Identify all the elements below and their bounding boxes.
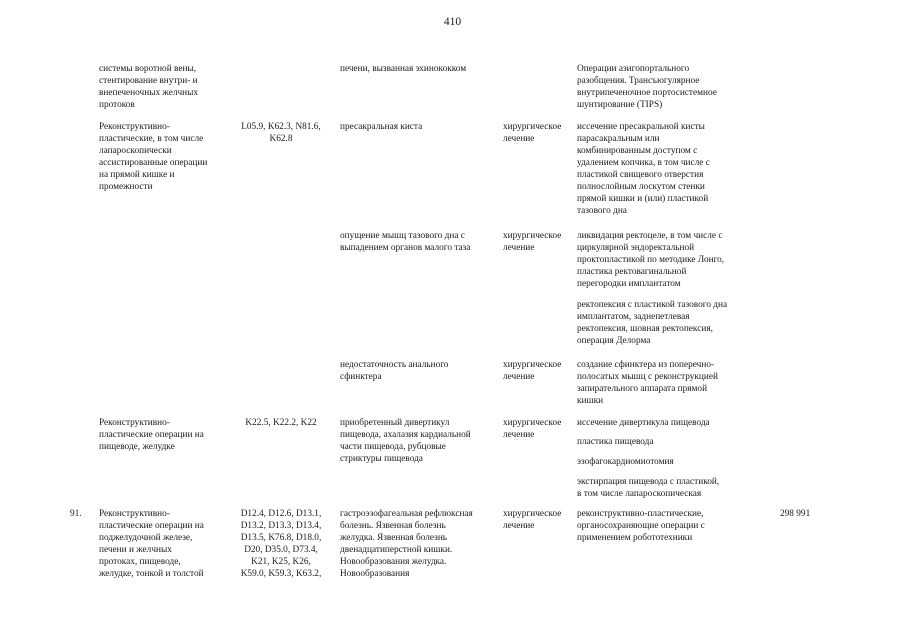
patient-model: опущение мышц тазового дна с выпадением органов малого таза: [340, 231, 471, 253]
intervention-name: системы воротной вены, стентирование внутри- и внепеченочных желчных протоков: [99, 64, 199, 110]
icd-codes: K22.5, K22.2, K22: [245, 418, 317, 428]
patient-model: приобретенный дивертикул пищевода, ахалазия кардиальной части пищевода, рубцовые стриктуры пищевода: [340, 418, 471, 464]
treatment-method: пластика пищевода: [577, 437, 654, 447]
treatment-method: экстирпация пищевода с пластикой, в том числе лапароскопическая: [577, 477, 720, 499]
treatment-method: ликвидация ректоцеле, в том числе с циркулярной эндоректальной проктопластикой по методике Лонго, пластика ректовагинальной перегородки имплантатом: [577, 231, 725, 289]
intervention-name: Реконструктивно- пластические, в том числе лапароскопически ассистированные операции на прямой кишке и промежности: [99, 122, 208, 192]
intervention-name: Реконструктивно- пластические операции на пищеводе, желудке: [99, 418, 204, 452]
patient-model: гастроэзофагеальная рефлюксная болезнь. Язвенная болезнь желудка. Язвенная болезнь двенадцатиперстной кишки. Новообразования желудка. Новообразования: [340, 509, 473, 579]
treatment-method: ректопексия с пластикой тазового дна имплантатом, заднепетлевая ректопексия, шовная ректопексия, операция Делорма: [577, 300, 728, 346]
treatment-method: реконструктивно-пластические, органосохраняющие операции с применением робототехники: [577, 509, 705, 543]
treatment-method: создание сфинктера из поперечно- полосатых мышц с реконструкцией запирательного аппарата прямой кишки: [577, 360, 718, 406]
treatment-type: хирургическое лечение: [503, 122, 562, 144]
icd-codes: D12.4, D12.6, D13.1, D13.2, D13.3, D13.4, D13.5, K76.8, D18.0, D20, D35.0, D73.4, K21, K25, K26, K59.0, K59.3, K63.2,: [240, 509, 322, 579]
treatment-method: Операции азигопортального разобщения. Трансъюгулярное внутрипеченочное портосистемное шунтирование (TIPS): [577, 64, 717, 110]
treatment-method: иссечение пресакральной кисты парасакральным или комбинированным доступом с удалением копчика, в том числе с пластикой свищевого отверстия полнослойным лоскутом стенки прямой кишки и (или) пластикой тазового дна: [577, 122, 710, 216]
treatment-type: хирургическое лечение: [503, 231, 562, 253]
patient-model: недостаточность анального сфинктера: [340, 360, 449, 382]
page-number: 410: [443, 16, 462, 28]
treatment-method: иссечение дивертикула пищевода: [577, 418, 710, 428]
patient-model: пресакральная киста: [340, 122, 423, 132]
treatment-type: хирургическое лечение: [503, 418, 562, 440]
treatment-type: хирургическое лечение: [503, 509, 562, 531]
treatment-method: эзофагокардиомиотомия: [577, 457, 674, 467]
cost-value: 298 991: [780, 509, 811, 519]
patient-model: печени, вызванная эхинококком: [340, 64, 467, 74]
treatment-type: хирургическое лечение: [503, 360, 562, 382]
row-number: 91.: [70, 509, 82, 519]
intervention-name: Реконструктивно- пластические операции на поджелудочной железе, печени и желчных протоках, пищеводе, желудке, тонкой и толстой: [99, 509, 204, 579]
icd-codes: L05.9, K62.3, N81.6, K62.8: [241, 122, 321, 144]
